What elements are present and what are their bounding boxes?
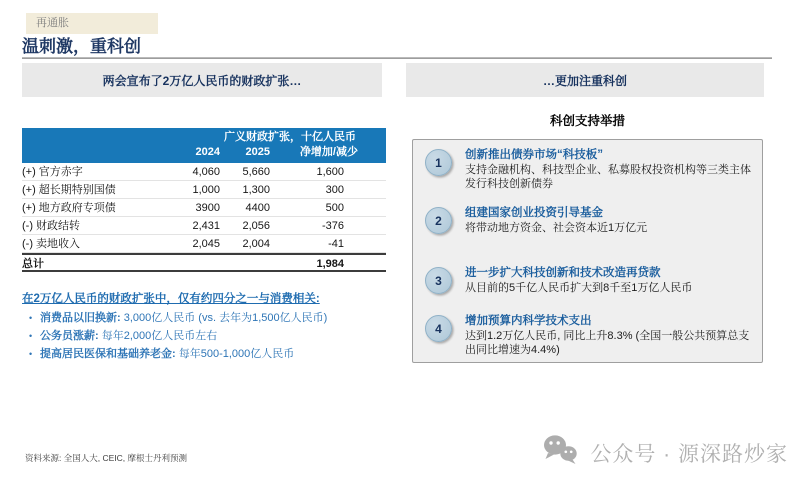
item-body bbox=[465, 148, 756, 191]
watermark-text: 公众号 · 源深路炒家 bbox=[590, 442, 788, 466]
bullet-value: 3,000亿人民币 (vs. 去年为1,500亿人民币) bbox=[123, 312, 328, 324]
bullet-label: 消费品以旧换新: bbox=[40, 312, 124, 324]
column-header-net: 净增加/减少 bbox=[299, 146, 358, 158]
table-total-row bbox=[22, 253, 386, 272]
row-net: 1,600 bbox=[316, 166, 344, 178]
section-header-fiscal: 两会宣布了2万亿人民币的财政扩张… bbox=[22, 63, 382, 97]
row-label: (+) 官方赤字 bbox=[22, 166, 83, 178]
item-description: 将带动地方资金、社会资本近1万亿元 bbox=[465, 222, 648, 234]
table-row bbox=[22, 235, 386, 253]
page-title: 温刺激，重科创 bbox=[22, 37, 141, 56]
bullet-label: 提高居民医保和基础养老金: bbox=[40, 348, 179, 360]
number-badge: 2 bbox=[425, 207, 452, 234]
bullet-icon: • bbox=[29, 331, 33, 341]
column-header-2025: 2025 bbox=[245, 146, 270, 158]
topic-tag: 再通胀 bbox=[26, 13, 158, 34]
bullet-text bbox=[40, 311, 327, 325]
item-body bbox=[465, 266, 692, 295]
table-row bbox=[22, 217, 386, 235]
item-body bbox=[465, 314, 756, 357]
row-2024: 1,000 bbox=[192, 184, 220, 196]
row-net: -41 bbox=[328, 238, 344, 250]
bullet-text bbox=[40, 347, 294, 361]
consumption-heading: 在2万亿人民币的财政扩张中，仅有约四分之一与消费相关: bbox=[22, 293, 320, 305]
row-2024: 4,060 bbox=[192, 166, 220, 178]
column-header-empty bbox=[22, 145, 162, 160]
list-item bbox=[421, 148, 756, 191]
list-item bbox=[22, 347, 402, 361]
number-badge: 4 bbox=[425, 315, 452, 342]
list-item bbox=[421, 266, 756, 295]
item-description: 支持金融机构、科技型企业、私募股权投资机构等三类主体发行科技创新债券 bbox=[465, 164, 751, 190]
bullet-value: 每年2,000亿人民币左右 bbox=[101, 330, 218, 342]
item-description: 达到1.2万亿人民币, 同比上升8.3% (全国一般公共预算总支出同比增速为4.4%) bbox=[465, 330, 750, 356]
source-note: 资料来源: 全国人大, CEIC, 摩根士丹利预测 bbox=[25, 453, 187, 463]
panel-title: 科创支持举措 bbox=[549, 114, 625, 128]
table-row bbox=[22, 163, 386, 181]
bullet-label: 公务员涨薪: bbox=[40, 330, 102, 342]
row-2025: 2,056 bbox=[242, 220, 270, 232]
row-2025: 5,660 bbox=[242, 166, 270, 178]
total-2025 bbox=[220, 255, 270, 274]
item-title: 创新推出债券市场“科技板” bbox=[465, 149, 603, 161]
row-label: (+) 地方政府专项债 bbox=[22, 202, 116, 214]
row-2025: 2,004 bbox=[242, 238, 270, 250]
item-title: 增加预算内科学技术支出 bbox=[465, 315, 592, 327]
bullet-text bbox=[40, 329, 217, 343]
row-2024: 2,045 bbox=[192, 238, 220, 250]
item-title: 进一步扩大科技创新和技术改造再贷款 bbox=[465, 267, 661, 279]
column-header-2024: 2024 bbox=[195, 146, 220, 158]
table-column-headers bbox=[22, 145, 386, 160]
table-row bbox=[22, 181, 386, 199]
bullet-icon: • bbox=[29, 313, 33, 323]
row-net: 500 bbox=[325, 202, 344, 214]
row-net: 300 bbox=[325, 184, 344, 196]
wechat-icon bbox=[542, 434, 579, 471]
table-row bbox=[22, 199, 386, 217]
row-label: (-) 卖地收入 bbox=[22, 238, 81, 250]
watermark bbox=[542, 434, 788, 471]
row-2025: 1,300 bbox=[242, 184, 270, 196]
row-2024: 3900 bbox=[195, 202, 220, 214]
list-item bbox=[421, 206, 756, 235]
tech-support-panel bbox=[412, 139, 763, 363]
list-item bbox=[22, 311, 402, 325]
number-badge: 1 bbox=[425, 149, 452, 176]
row-label: (+) 超长期特别国债 bbox=[22, 184, 116, 196]
table-unit-header: 广义财政扩张，十亿人民币 bbox=[224, 131, 356, 143]
number-badge: 3 bbox=[425, 267, 452, 294]
total-2024 bbox=[162, 255, 220, 274]
total-label: 总计 bbox=[22, 258, 44, 270]
list-item bbox=[421, 314, 756, 357]
title-divider bbox=[22, 57, 772, 59]
fiscal-table-header bbox=[22, 128, 386, 163]
row-net: -376 bbox=[321, 220, 344, 232]
row-label: (-) 财政结转 bbox=[22, 220, 81, 232]
bullet-value: 每年500-1,000亿人民币 bbox=[178, 348, 295, 360]
total-net: 1,984 bbox=[316, 258, 344, 270]
fiscal-table bbox=[22, 128, 386, 272]
row-2025: 4400 bbox=[245, 202, 270, 214]
bullet-icon: • bbox=[29, 349, 33, 359]
consumption-section bbox=[22, 290, 402, 365]
item-description: 从目前的5千亿人民币扩大到8千至1万亿人民币 bbox=[465, 282, 693, 294]
item-title: 组建国家创业投资引导基金 bbox=[465, 207, 603, 219]
item-body bbox=[465, 206, 647, 235]
list-item bbox=[22, 329, 402, 343]
section-header-tech: …更加注重科创 bbox=[406, 63, 764, 97]
row-2024: 2,431 bbox=[192, 220, 220, 232]
